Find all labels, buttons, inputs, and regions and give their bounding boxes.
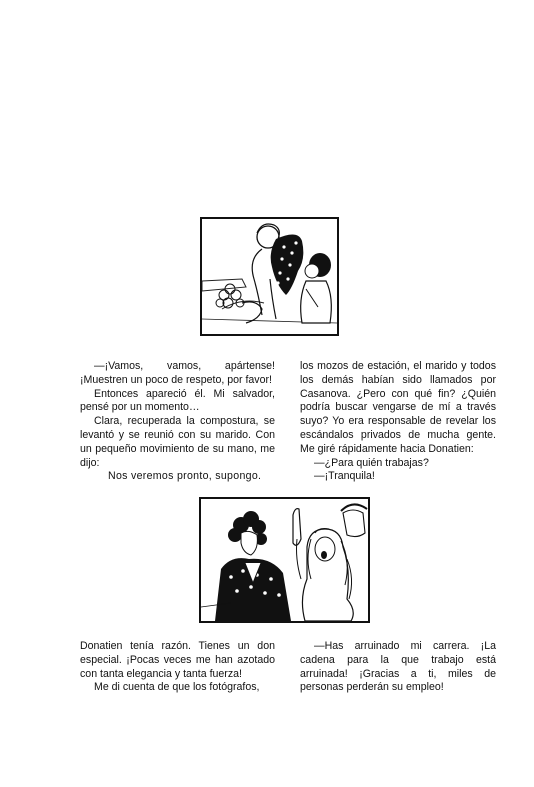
illustration-top: [200, 217, 339, 336]
bottom-text-right-column: [300, 640, 496, 695]
paragraph: Entonces apareció él. Mi salvador, pensé por un momento…: [80, 387, 275, 414]
ink-drawing-spanking-scene: [202, 219, 337, 334]
paragraph: Clara, recuperada la compostura, se levantó y se reunió con su marido. Con un pequeño movimiento de su mano, me dijo:: [80, 415, 275, 469]
ink-drawing-crowd-scene: [201, 499, 368, 621]
paragraph: —Has arruinado mi carrera. ¡La cadena para la que trabajo está arruinada! ¡Gracias a ti, miles de personas perderán su empleo!: [300, 640, 496, 694]
top-text-left-column: [80, 360, 275, 484]
paragraph: Nos veremos pronto, supongo.: [108, 470, 262, 483]
illustration-bottom: [199, 497, 370, 623]
paragraph: —¡Vamos, vamos, apártense! ¡Muestren un poco de respeto, por favor!: [80, 360, 275, 386]
paragraph: Me di cuenta de que los fotógrafos,: [94, 681, 260, 694]
paragraph: Donatien tenía razón. Tienes un don especial. ¡Pocas veces me han azotado con tanta elegancia y tanta fuerza!: [80, 640, 275, 680]
paragraph: los mozos de estación, el marido y todos los demás habían sido llamados por Casanova. ¿Pero con qué fin? ¿Quién podría buscar vengarse de mí a través suyo? Yo era responsable de revelar los escándalos privados de mucha gente. Me giré rápidamente hacia Donatien:: [300, 360, 496, 455]
paragraph: —¡Tranquila!: [314, 470, 375, 483]
paragraph: —¿Para quién trabajas?: [314, 456, 429, 469]
top-text-right-column: [300, 360, 496, 484]
bottom-text-left-column: [80, 640, 275, 695]
